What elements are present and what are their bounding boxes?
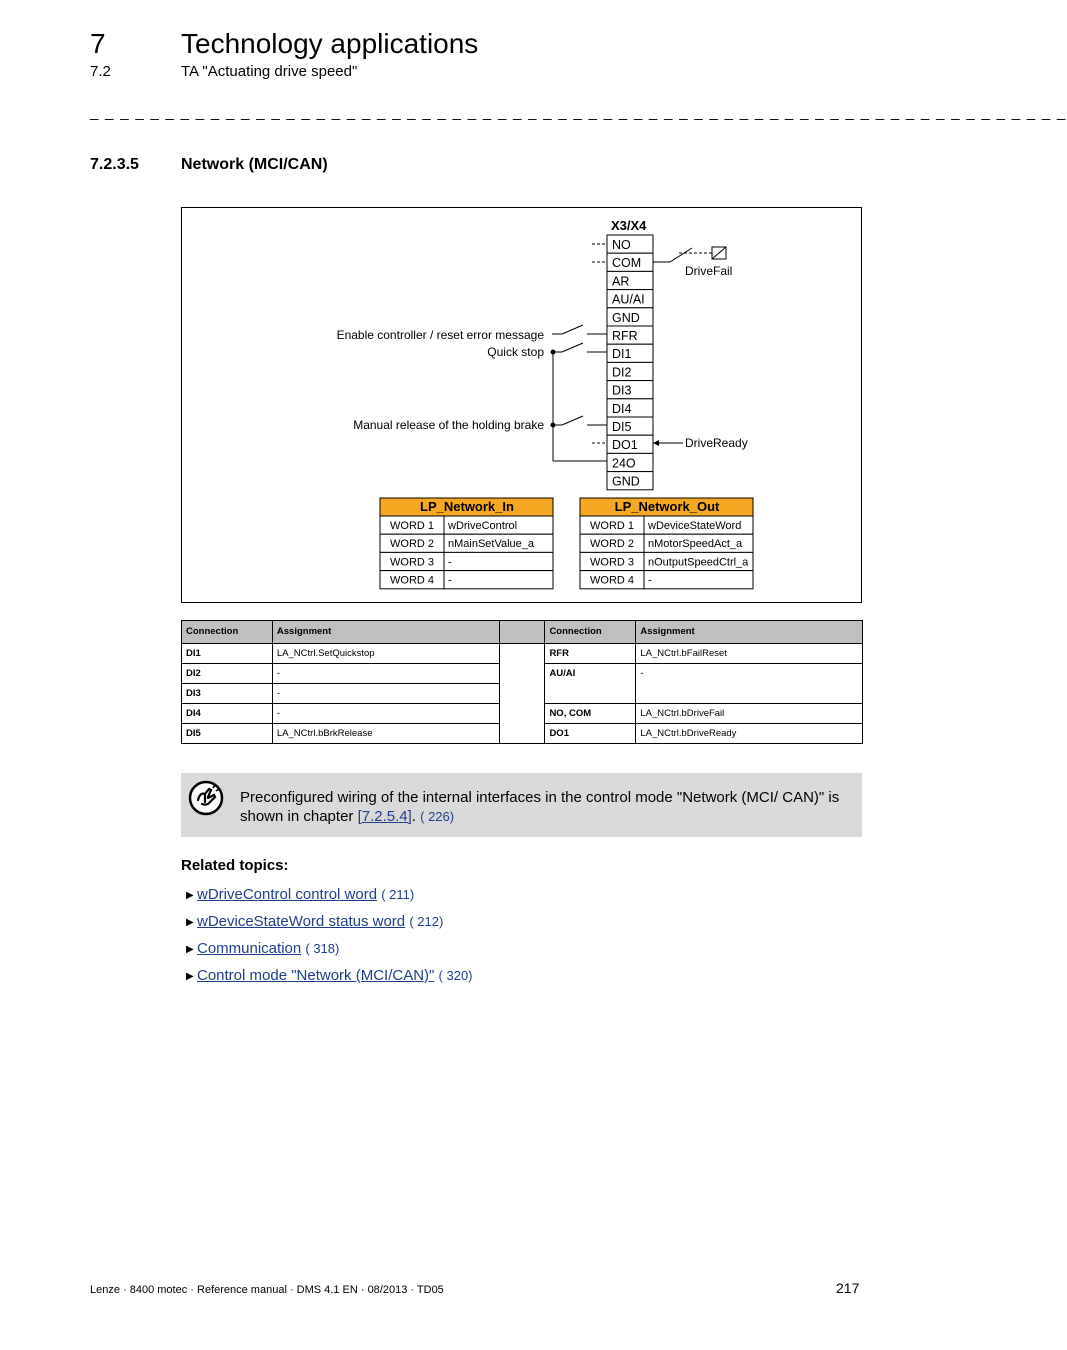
related-topics-heading: Related topics: bbox=[181, 857, 289, 874]
left-conn: DI4 bbox=[182, 704, 273, 724]
word-label: WORD 1 bbox=[390, 520, 434, 532]
subchapter-title: TA "Actuating drive speed" bbox=[181, 63, 358, 80]
wiring-diagram bbox=[181, 207, 862, 603]
table-row bbox=[182, 644, 863, 664]
terminal-strip bbox=[607, 235, 653, 490]
triangle-right-icon: ▶ bbox=[186, 944, 194, 955]
value-label: wDeviceStateWord bbox=[648, 520, 742, 532]
col-connection-left: Connection bbox=[182, 621, 273, 644]
note-text bbox=[240, 788, 840, 826]
terminal-label: 24O bbox=[612, 456, 636, 471]
footer-text: Lenze · 8400 motec · Reference manual · DMS 4.1 EN · 08/2013 · TD05 bbox=[90, 1284, 444, 1296]
value-cell bbox=[644, 571, 753, 589]
value-label: nMotorSpeedAct_a bbox=[648, 538, 743, 551]
gap-cell bbox=[499, 644, 545, 744]
connection-table bbox=[181, 620, 863, 744]
related-link[interactable]: wDeviceStateWord status word bbox=[197, 913, 406, 930]
right-conn: NO, COM bbox=[545, 704, 636, 724]
subchapter-number: 7.2 bbox=[90, 63, 111, 80]
page-ref[interactable]: ( 212) bbox=[409, 914, 444, 929]
terminal-label: AR bbox=[612, 274, 630, 289]
left-assign: - bbox=[272, 684, 499, 704]
related-link[interactable]: wDriveControl control word bbox=[197, 886, 378, 903]
lp-network-out bbox=[580, 498, 753, 589]
terminal-label: RFR bbox=[612, 329, 638, 343]
right-conn: AU/AI bbox=[545, 664, 636, 704]
terminal-label: DI4 bbox=[612, 401, 632, 416]
value-cell bbox=[444, 552, 553, 570]
terminal-label: DO1 bbox=[612, 438, 638, 453]
net-out-rows bbox=[580, 516, 753, 589]
related-item[interactable] bbox=[186, 966, 473, 987]
value-label: - bbox=[448, 574, 452, 587]
right-assign: LA_NCtrl.bDriveReady bbox=[636, 724, 863, 744]
left-assign: LA_NCtrl.SetQuickstop bbox=[272, 644, 499, 664]
value-label: wDriveControl bbox=[448, 520, 518, 532]
note-period: . bbox=[411, 808, 416, 825]
triangle-right-icon: ▶ bbox=[186, 971, 194, 982]
right-assign: LA_NCtrl.bFailReset bbox=[636, 644, 863, 664]
terminal-label: DI3 bbox=[612, 383, 632, 398]
value-label: - bbox=[648, 574, 652, 587]
chapter-number: 7 bbox=[90, 28, 106, 59]
word-label: WORD 1 bbox=[590, 520, 634, 532]
net-in-title: LP_Network_In bbox=[420, 499, 514, 514]
note-body: Preconfigured wiring of the internal interfaces in the control mode "Network (MCI/ CAN)" is shown in chapter bbox=[240, 789, 840, 825]
terminal-label: AU/AI bbox=[612, 292, 645, 307]
section-title: Network (MCI/CAN) bbox=[181, 156, 328, 173]
left-conn: DI5 bbox=[182, 724, 273, 744]
word-label: WORD 2 bbox=[390, 538, 434, 551]
word-label: WORD 4 bbox=[590, 574, 634, 587]
terminal-label: GND bbox=[612, 310, 640, 325]
relay-contact bbox=[670, 248, 692, 262]
related-link[interactable]: Control mode "Network (MCI/CAN)" bbox=[197, 967, 435, 984]
left-conn: DI3 bbox=[182, 684, 273, 704]
right-assign: LA_NCtrl.bDriveFail bbox=[636, 704, 863, 724]
related-item[interactable] bbox=[186, 939, 339, 960]
terminal-label: DI1 bbox=[612, 347, 632, 362]
col-gap bbox=[499, 621, 545, 644]
page-ref[interactable]: ( 318) bbox=[305, 941, 340, 956]
col-assignment-right: Assignment bbox=[636, 621, 863, 644]
col-connection-right: Connection bbox=[545, 621, 636, 644]
value-label: nMainSetValue_a bbox=[448, 538, 535, 551]
value-cell bbox=[444, 571, 553, 589]
brake-label: Manual release of the holding brake bbox=[353, 418, 544, 432]
do1-arrow-icon bbox=[653, 440, 659, 446]
drive-ready-label: DriveReady bbox=[685, 436, 748, 450]
enable-label: Enable controller / reset error message bbox=[336, 328, 544, 342]
related-item[interactable] bbox=[186, 912, 443, 933]
chapter-link[interactable]: [7.2.5.4] bbox=[357, 808, 412, 825]
lp-network-in bbox=[380, 498, 553, 589]
terminal-label: GND bbox=[612, 474, 640, 489]
terminal-label: DI5 bbox=[612, 420, 632, 434]
left-conn: DI2 bbox=[182, 664, 273, 684]
word-label: WORD 3 bbox=[590, 556, 634, 569]
word-label: WORD 4 bbox=[390, 574, 434, 587]
net-in-rows bbox=[380, 516, 553, 589]
di1-switch bbox=[562, 343, 583, 352]
page-ref[interactable]: ( 211) bbox=[381, 887, 415, 902]
page-ref[interactable]: ( 320) bbox=[438, 968, 473, 983]
note-box bbox=[181, 773, 862, 837]
terminal-label: DI2 bbox=[612, 365, 632, 380]
triangle-right-icon: ▶ bbox=[186, 917, 194, 928]
left-conn: DI1 bbox=[182, 644, 273, 664]
di5-switch bbox=[562, 416, 583, 425]
right-conn: DO1 bbox=[545, 724, 636, 744]
page-ref[interactable]: ( 226) bbox=[420, 809, 455, 824]
terminal-label: NO bbox=[612, 238, 631, 252]
table-header-row bbox=[182, 621, 863, 644]
right-assign: - bbox=[636, 664, 863, 704]
relay-coil-slash bbox=[712, 247, 726, 259]
page-number: 217 bbox=[836, 1280, 860, 1296]
related-link[interactable]: Communication bbox=[197, 940, 302, 957]
net-out-title: LP_Network_Out bbox=[614, 499, 720, 514]
word-label: WORD 3 bbox=[390, 556, 434, 569]
word-label: WORD 2 bbox=[590, 538, 634, 551]
rfr-switch bbox=[562, 325, 583, 334]
section-number: 7.2.3.5 bbox=[90, 156, 139, 173]
triangle-right-icon: ▶ bbox=[186, 890, 194, 901]
left-assign: - bbox=[272, 704, 499, 724]
left-assign: - bbox=[272, 664, 499, 684]
col-assignment-left: Assignment bbox=[272, 621, 499, 644]
value-label: nOutputSpeedCtrl_a bbox=[648, 556, 749, 569]
chapter-title: Technology applications bbox=[181, 28, 479, 59]
related-item[interactable] bbox=[186, 885, 414, 906]
right-conn: RFR bbox=[545, 644, 636, 664]
note-hand-icon bbox=[186, 778, 226, 823]
terminal-header: X3/X4 bbox=[611, 218, 647, 233]
drive-fail-label: DriveFail bbox=[685, 264, 733, 278]
value-label: - bbox=[448, 556, 452, 569]
left-assign: LA_NCtrl.bBrkRelease bbox=[272, 724, 499, 744]
quick-stop-label: Quick stop bbox=[487, 345, 544, 359]
header-divider: _ _ _ _ _ _ _ _ _ _ _ _ _ _ _ _ _ _ _ _ _ _ _ _ _ _ _ _ _ _ _ _ _ _ _ _ _ _ _ _ _ _ _ _ _ _ _ _ _ _ _ _ _ _ _ _ _ _ _ _ _ _ _ _ _ bbox=[90, 104, 1067, 121]
terminal-label: COM bbox=[612, 256, 642, 271]
wiring-diagram-svg bbox=[182, 208, 863, 604]
